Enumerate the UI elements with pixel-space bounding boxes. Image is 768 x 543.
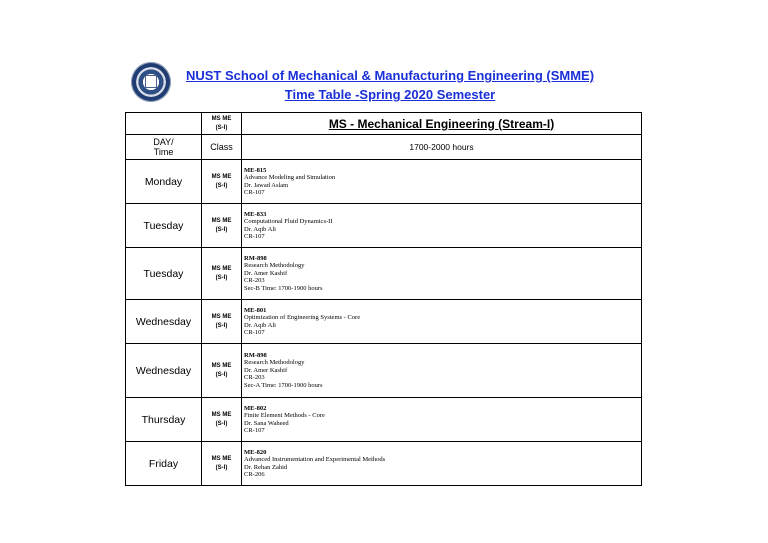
day-time-header xyxy=(126,135,202,160)
program-code-cell xyxy=(202,113,242,135)
class-line: (S-I) xyxy=(215,420,228,427)
top-left-cell xyxy=(126,113,202,135)
course-detail-line: Advanced Instrumentation and Experimental Methods xyxy=(244,456,386,464)
table-row xyxy=(126,160,642,204)
class-line: (S-I) xyxy=(215,464,228,471)
course-detail-line: CR-107 xyxy=(244,328,265,336)
course-detail-line: Dr. Amer Kashif xyxy=(244,269,288,277)
course-detail-line: CR-203 xyxy=(244,277,265,285)
table-row xyxy=(126,204,642,248)
course-detail-line: Sec-B Time: 1700-1900 hours xyxy=(244,284,323,292)
program-code-line2: (S-I) xyxy=(215,124,228,131)
course-cell xyxy=(242,398,642,442)
course-detail-line: CR-107 xyxy=(244,426,265,434)
course-detail-line: Optimization of Engineering Systems - Core xyxy=(244,314,361,322)
class-line: (S-I) xyxy=(215,274,228,281)
course-detail-line: CR-107 xyxy=(244,232,265,240)
day-header-line2: Time xyxy=(153,147,174,157)
class-cell xyxy=(202,398,242,442)
day-header-line1: DAY/ xyxy=(153,137,174,147)
school-title: NUST School of Mechanical & Manufacturing Engineering (SMME) xyxy=(185,68,595,83)
day-cell: Thursday xyxy=(126,398,202,442)
class-cell xyxy=(202,300,242,344)
course-code: RM-898 xyxy=(244,254,267,262)
course-detail-line: CR-107 xyxy=(244,188,265,196)
class-cell xyxy=(202,442,242,486)
day-cell: Wednesday xyxy=(126,300,202,344)
program-code-line1: MS ME xyxy=(211,115,232,122)
class-cell xyxy=(202,248,242,300)
class-line: (S-I) xyxy=(215,182,228,189)
class-line: MS ME xyxy=(211,313,232,320)
timetable xyxy=(125,112,642,486)
day-cell: Friday xyxy=(126,442,202,486)
stream-title: MS - Mechanical Engineering (Stream-I) xyxy=(242,113,642,135)
course-detail-line: Dr. Sana Waheed xyxy=(244,419,289,427)
table-row xyxy=(126,300,642,344)
course-detail-line: Sec-A Time: 1700-1900 hours xyxy=(244,381,323,389)
class-line: MS ME xyxy=(211,265,232,272)
course-cell xyxy=(242,248,642,300)
course-detail-line: Dr. Aqib Ali xyxy=(244,321,276,329)
course-code: ME-820 xyxy=(244,448,267,456)
table-row xyxy=(126,442,642,486)
course-cell xyxy=(242,300,642,344)
course-detail-line: Dr. Rehan Zahid xyxy=(244,463,288,471)
class-line: (S-I) xyxy=(215,322,228,329)
course-detail-line: Advance Modeling and Simulation xyxy=(244,174,336,182)
class-cell xyxy=(202,160,242,204)
table-row xyxy=(126,398,642,442)
table-row xyxy=(126,344,642,398)
day-cell: Tuesday xyxy=(126,204,202,248)
course-code: ME-801 xyxy=(244,306,267,314)
class-line: MS ME xyxy=(211,411,232,418)
course-cell xyxy=(242,160,642,204)
table-header-row xyxy=(126,135,642,160)
course-detail-line: Research Methodology xyxy=(244,262,305,270)
class-header: Class xyxy=(202,135,242,160)
course-code: ME-833 xyxy=(244,210,267,218)
course-code: RM-898 xyxy=(244,351,267,359)
class-line: MS ME xyxy=(211,173,232,180)
table-row xyxy=(126,248,642,300)
class-line: MS ME xyxy=(211,217,232,224)
day-cell: Monday xyxy=(126,160,202,204)
course-code: ME-815 xyxy=(244,166,267,174)
time-header: 1700-2000 hours xyxy=(242,135,642,160)
class-cell xyxy=(202,344,242,398)
course-detail-line: Computational Fluid Dynamics-II xyxy=(244,218,333,226)
class-line: (S-I) xyxy=(215,226,228,233)
course-detail-line: Dr. Amer Kashif xyxy=(244,366,288,374)
table-title-row xyxy=(126,113,642,135)
course-detail-line: Finite Element Methods - Core xyxy=(244,412,325,420)
semester-title: Time Table -Spring 2020 Semester xyxy=(284,87,496,102)
class-line: MS ME xyxy=(211,362,232,369)
course-detail-line: CR-206 xyxy=(244,470,265,478)
course-detail-line: Dr. Jawad Aslam xyxy=(244,181,289,189)
course-code: ME-802 xyxy=(244,404,267,412)
class-line: MS ME xyxy=(211,455,232,462)
class-cell xyxy=(202,204,242,248)
course-cell xyxy=(242,442,642,486)
course-cell xyxy=(242,204,642,248)
day-cell: Wednesday xyxy=(126,344,202,398)
class-line: (S-I) xyxy=(215,371,228,378)
course-detail-line: Dr. Aqib Ali xyxy=(244,225,276,233)
course-detail-line: CR-203 xyxy=(244,374,265,382)
course-detail-line: Research Methodology xyxy=(244,359,305,367)
day-cell: Tuesday xyxy=(126,248,202,300)
course-cell xyxy=(242,344,642,398)
